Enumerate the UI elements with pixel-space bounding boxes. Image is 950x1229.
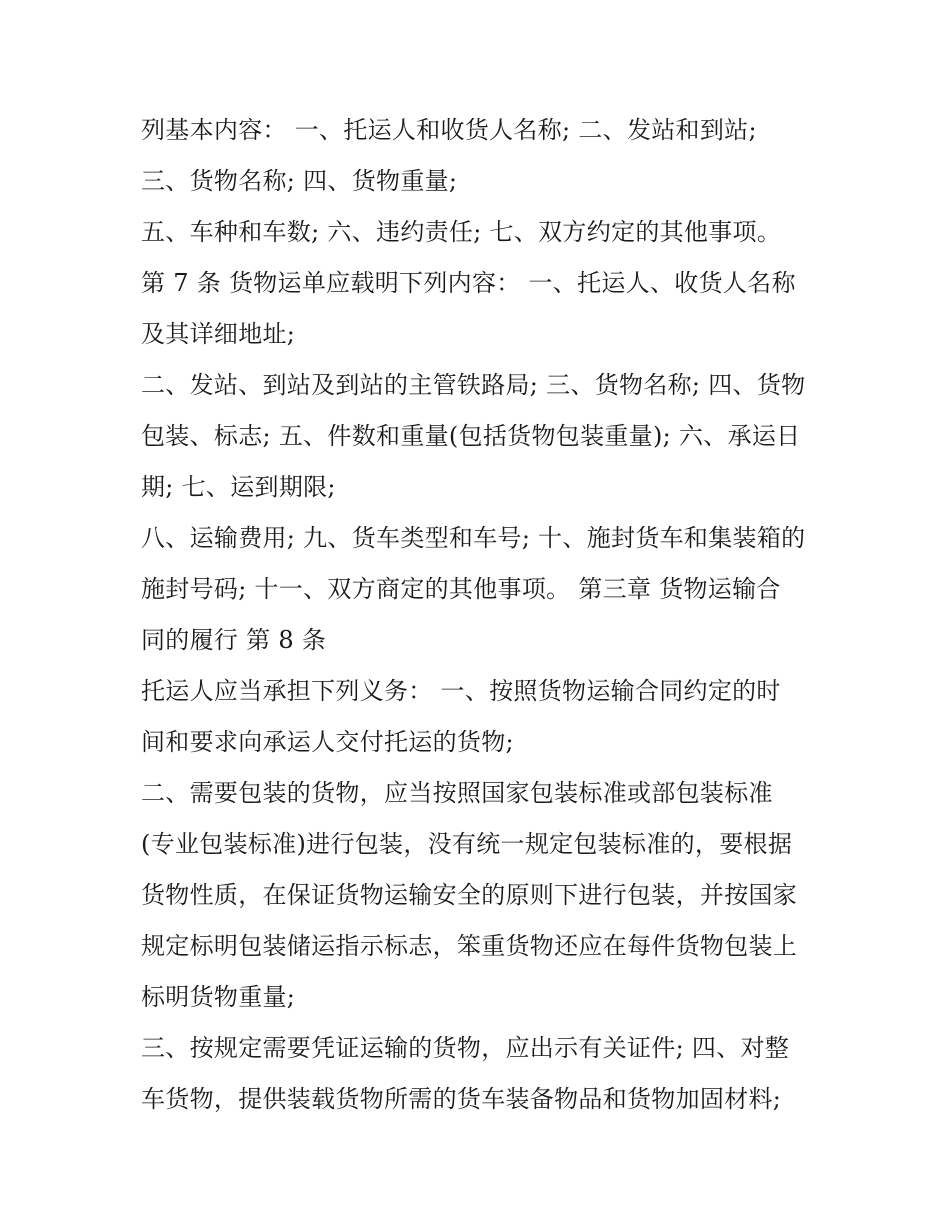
text-line: 货物性质，在保证货物运输安全的原则下进行包装，并按国家 [141, 881, 798, 909]
text-line: 同的履行 第 8 条 [141, 626, 327, 654]
text-line: 车货物，提供装载货物所需的货车装备物品和货物加固材料; [141, 1085, 782, 1113]
text-line: 五、车种和车数; 六、违约责任; 七、双方约定的其他事项。 [141, 218, 782, 246]
text-line: 规定标明包装储运指示标志，笨重货物还应在每件货物包装上 [141, 932, 798, 960]
text-line: 托运人应当承担下列义务： 一、按照货物运输合同约定的时 [141, 677, 781, 705]
contract-text-body [141, 108, 831, 1128]
text-line: 及其详细地址; [141, 320, 296, 348]
text-line: 施封号码; 十一、双方商定的其他事项。 第三章 货物运输合 [141, 575, 781, 603]
text-line: 包装、标志; 五、件数和重量(包括货物包装重量); 六、承运日 [141, 422, 801, 450]
text-line: 二、需要包装的货物，应当按照国家包装标准或部包装标准 [141, 779, 773, 807]
text-line: 二、发站、到站及到站的主管铁路局; 三、货物名称; 四、货物 [141, 371, 806, 399]
text-line: 标明货物重量; [141, 983, 296, 1011]
text-line: 列基本内容： 一、托运人和收货人名称; 二、发站和到站; [141, 116, 757, 144]
text-line: 期; 七、运到期限; [141, 473, 336, 501]
text-line: 三、货物名称; 四、货物重量; [141, 167, 458, 195]
text-line: 第 7 条 货物运单应载明下列内容： 一、托运人、收货人名称 [141, 269, 796, 297]
text-line: 三、按规定需要凭证运输的货物，应出示有关证件; 四、对整 [141, 1034, 790, 1062]
text-line: 间和要求向承运人交付托运的货物; [141, 728, 514, 756]
text-line: 八、运输费用; 九、货车类型和车号; 十、施封货车和集装箱的 [141, 524, 806, 552]
text-line: (专业包装标准)进行包装，没有统一规定包装标准的，要根据 [141, 830, 793, 858]
